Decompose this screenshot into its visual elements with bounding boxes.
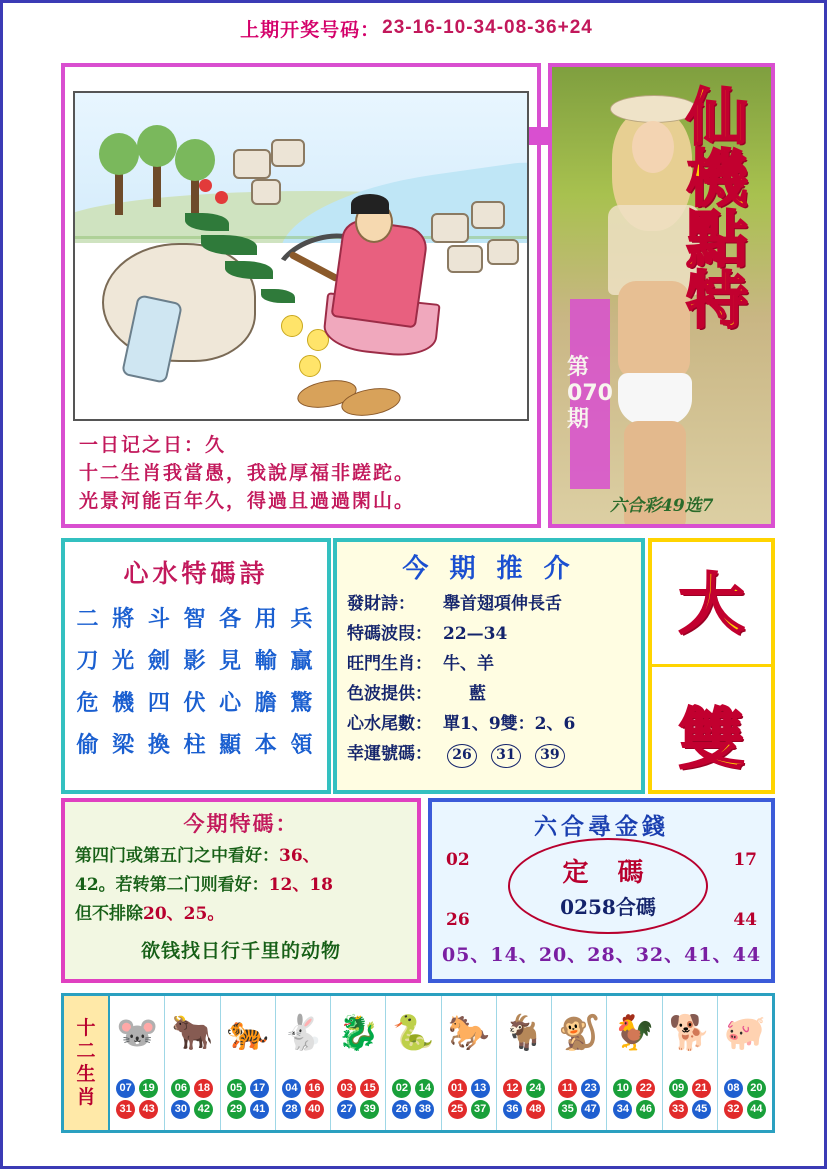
zodiac-number-row bbox=[171, 1079, 213, 1098]
illustration-panel bbox=[61, 63, 541, 528]
fruit-icon bbox=[299, 355, 321, 377]
special-code-line bbox=[65, 900, 417, 929]
lucky-number-row bbox=[337, 739, 641, 769]
brand-panel bbox=[548, 63, 775, 528]
zodiac-number-group bbox=[663, 1070, 717, 1130]
tree-icon bbox=[153, 155, 161, 207]
zodiac-number-ball: 26 bbox=[392, 1100, 411, 1119]
zodiac-number-ball: 02 bbox=[392, 1079, 411, 1098]
zodiac-number-ball: 06 bbox=[171, 1079, 190, 1098]
zodiac-number-ball: 32 bbox=[724, 1100, 743, 1119]
zodiac-number-ball: 15 bbox=[360, 1079, 379, 1098]
zodiac-number-ball: 07 bbox=[116, 1079, 135, 1098]
zodiac-cell bbox=[221, 996, 276, 1130]
special-line3-text: 但不排除 bbox=[75, 904, 143, 924]
zodiac-animal-icon: 🐉 bbox=[336, 1014, 380, 1052]
zodiac-number-group bbox=[110, 1070, 164, 1130]
special-line1-text: 第四门或第五门之中看好： bbox=[75, 846, 279, 866]
special-line1-nums: 36、 bbox=[279, 846, 320, 866]
zodiac-label-char: 肖 bbox=[76, 1086, 96, 1108]
zodiac-number-ball: 38 bbox=[415, 1100, 434, 1119]
special-line2-nums: 12、18 bbox=[268, 875, 333, 895]
brand-title-char: 仙 bbox=[685, 81, 748, 154]
big-word-bottom: 雙 bbox=[678, 699, 745, 778]
zodiac-animal-icon: 🐖 bbox=[723, 1014, 767, 1052]
row-key: 色波提供： bbox=[347, 684, 432, 704]
zodiac-number-ball: 33 bbox=[669, 1100, 688, 1119]
zodiac-number-ball: 40 bbox=[305, 1100, 324, 1119]
brand-footer-label: 六合彩49选7 bbox=[610, 496, 714, 516]
money-corner-bottom-right: 44 bbox=[733, 910, 757, 930]
lucky-number: 31 bbox=[491, 744, 521, 768]
zodiac-number-ball: 44 bbox=[747, 1100, 766, 1119]
zodiac-number-group bbox=[442, 1070, 496, 1130]
row-value: 舉首翅項伸長舌 bbox=[443, 594, 562, 614]
zodiac-number-ball: 12 bbox=[503, 1079, 522, 1098]
zodiac-number-row bbox=[724, 1100, 766, 1119]
special-code-line bbox=[65, 842, 417, 871]
row-value: 藍 bbox=[469, 684, 486, 704]
fruit-icon bbox=[281, 315, 303, 337]
zodiac-number-row bbox=[613, 1079, 655, 1098]
recommendation-row bbox=[337, 679, 641, 709]
zodiac-number-ball: 36 bbox=[503, 1100, 522, 1119]
zodiac-number-ball: 08 bbox=[724, 1079, 743, 1098]
special-line3-nums: 20、25。 bbox=[143, 904, 225, 924]
zodiac-number-group bbox=[221, 1070, 275, 1130]
zodiac-label-char: 二 bbox=[76, 1040, 96, 1062]
heart-poem-line: 危 機 四 伏 心 膽 驚 bbox=[76, 690, 316, 716]
zodiac-number-row bbox=[116, 1100, 158, 1119]
money-bottom-numbers: 05、14、20、28、32、41、44 bbox=[441, 944, 762, 966]
zodiac-number-ball: 42 bbox=[194, 1100, 213, 1119]
brand-title bbox=[671, 81, 763, 489]
special-code-title: 今期特碼： bbox=[183, 811, 299, 836]
money-panel bbox=[428, 798, 775, 983]
zodiac-number-ball: 21 bbox=[692, 1079, 711, 1098]
heart-poem-line: 偷 梁 換 柱 顯 本 領 bbox=[76, 732, 316, 758]
zodiac-number-ball: 47 bbox=[581, 1100, 600, 1119]
zodiac-cell bbox=[663, 996, 718, 1130]
zodiac-number-row bbox=[116, 1079, 158, 1098]
zodiac-number-row bbox=[171, 1100, 213, 1119]
zodiac-number-ball: 27 bbox=[337, 1100, 356, 1119]
special-code-panel bbox=[61, 798, 421, 983]
zodiac-number-ball: 25 bbox=[448, 1100, 467, 1119]
zodiac-number-row bbox=[448, 1100, 490, 1119]
row-value: 單1、9雙：2、6 bbox=[443, 714, 576, 734]
money-ellipse-title: 定 碼 bbox=[562, 858, 654, 888]
zodiac-animal-icon: 🐍 bbox=[392, 1014, 435, 1052]
zodiac-number-ball: 03 bbox=[337, 1079, 356, 1098]
zodiac-number-row bbox=[448, 1079, 490, 1098]
recommendation-title: 今 期 推 介 bbox=[402, 554, 576, 584]
zodiac-animal-icon: 🐓 bbox=[613, 1014, 656, 1052]
stone-icon bbox=[487, 239, 519, 265]
big-word-top: 大 bbox=[678, 565, 745, 644]
row-key: 發財詩： bbox=[347, 594, 415, 614]
zodiac-number-group bbox=[276, 1070, 330, 1130]
zodiac-number-ball: 16 bbox=[305, 1079, 324, 1098]
stone-icon bbox=[271, 139, 305, 167]
zodiac-cell bbox=[497, 996, 552, 1130]
zodiac-label bbox=[64, 996, 110, 1130]
big-word-divider bbox=[652, 664, 771, 667]
zodiac-number-row bbox=[227, 1079, 269, 1098]
zodiac-number-ball: 41 bbox=[250, 1100, 269, 1119]
zodiac-number-row bbox=[724, 1079, 766, 1098]
illustration-poem bbox=[73, 427, 529, 523]
zodiac-number-row bbox=[392, 1100, 434, 1119]
heart-poem-title: 心水特碼詩 bbox=[123, 559, 269, 588]
zodiac-cell bbox=[607, 996, 662, 1130]
model-face bbox=[632, 121, 674, 173]
zodiac-animal-icon: 🐭 bbox=[115, 1014, 159, 1052]
poem-line: 十二生肖我當愚，我說厚福非蹉跎。 bbox=[79, 462, 416, 484]
issue-number: 第070期 bbox=[567, 355, 613, 432]
zodiac-number-ball: 19 bbox=[139, 1079, 158, 1098]
zodiac-number-ball: 11 bbox=[558, 1079, 577, 1098]
row-key: 心水尾數： bbox=[347, 714, 432, 734]
money-title: 六合尋金錢 bbox=[534, 813, 669, 840]
recommendation-row bbox=[337, 589, 641, 619]
row-key: 特碼波叚： bbox=[347, 624, 432, 644]
tree-icon bbox=[115, 163, 123, 215]
header-draw-numbers bbox=[3, 11, 827, 45]
zodiac-number-ball: 30 bbox=[171, 1100, 190, 1119]
big-word-panel bbox=[648, 538, 775, 794]
heart-poem-line: 刀 光 劍 影 見 輸 贏 bbox=[76, 648, 316, 674]
zodiac-number-ball: 18 bbox=[194, 1079, 213, 1098]
zodiac-number-ball: 05 bbox=[227, 1079, 246, 1098]
zodiac-number-ball: 22 bbox=[636, 1079, 655, 1098]
zodiac-number-ball: 29 bbox=[227, 1100, 246, 1119]
illustration-image bbox=[73, 91, 529, 421]
zodiac-number-ball: 20 bbox=[747, 1079, 766, 1098]
zodiac-number-ball: 01 bbox=[448, 1079, 467, 1098]
brand-title-char: 特 bbox=[685, 263, 748, 337]
brand-title-char: 點 bbox=[685, 202, 748, 276]
zodiac-number-ball: 46 bbox=[636, 1100, 655, 1119]
lucky-numbers bbox=[443, 739, 569, 769]
zodiac-number-ball: 10 bbox=[613, 1079, 632, 1098]
zodiac-number-ball: 35 bbox=[558, 1100, 577, 1119]
header-numbers: 23-16-10-34-08-36+24 bbox=[382, 17, 593, 38]
berry-icon bbox=[215, 191, 228, 204]
zodiac-cell bbox=[165, 996, 220, 1130]
zodiac-number-ball: 48 bbox=[526, 1100, 545, 1119]
zodiac-number-group bbox=[165, 1070, 219, 1130]
zodiac-animal-icon: 🐐 bbox=[502, 1014, 546, 1052]
zodiac-number-ball: 13 bbox=[471, 1079, 490, 1098]
zodiac-number-row bbox=[337, 1079, 379, 1098]
zodiac-number-ball: 28 bbox=[282, 1100, 301, 1119]
money-ellipse bbox=[508, 838, 708, 934]
zodiac-cell bbox=[331, 996, 386, 1130]
money-corner-top-left: 02 bbox=[446, 850, 470, 870]
lucky-number: 26 bbox=[447, 744, 477, 768]
zodiac-number-ball: 39 bbox=[360, 1100, 379, 1119]
zodiac-animal-icon: 🐂 bbox=[171, 1014, 214, 1052]
money-corner-top-right: 17 bbox=[733, 850, 757, 870]
zodiac-number-group bbox=[607, 1070, 661, 1130]
special-line2-text: 42。若转第二门则看好： bbox=[75, 875, 269, 895]
row-value: 22—34 bbox=[443, 624, 508, 644]
zodiac-number-row bbox=[613, 1100, 655, 1119]
special-code-line bbox=[65, 871, 417, 900]
zodiac-number-group bbox=[331, 1070, 385, 1130]
zodiac-number-row bbox=[558, 1100, 600, 1119]
heart-poem-panel bbox=[61, 538, 331, 794]
poem-line: 光景河能百年久，得過且過過閑山。 bbox=[79, 490, 416, 512]
zodiac-animal-icon: 🐇 bbox=[281, 1014, 325, 1052]
zodiac-number-row bbox=[227, 1100, 269, 1119]
zodiac-cell bbox=[110, 996, 165, 1130]
zodiac-number-row bbox=[392, 1079, 434, 1098]
zodiac-number-row bbox=[558, 1079, 600, 1098]
zodiac-number-ball: 14 bbox=[415, 1079, 434, 1098]
zodiac-number-group bbox=[552, 1070, 606, 1130]
zodiac-number-row bbox=[282, 1100, 324, 1119]
zodiac-number-group bbox=[718, 1070, 772, 1130]
issue-band bbox=[567, 299, 613, 489]
zodiac-animal-icon: 🐒 bbox=[557, 1014, 601, 1052]
poem-line: 一日记之日：久 bbox=[79, 434, 227, 456]
zodiac-cells bbox=[110, 996, 772, 1130]
zodiac-number-row bbox=[669, 1100, 711, 1119]
zodiac-number-ball: 24 bbox=[526, 1079, 545, 1098]
stone-icon bbox=[233, 149, 271, 179]
row-key: 旺門生肖： bbox=[347, 654, 432, 674]
zodiac-animal-icon: 🐎 bbox=[447, 1014, 490, 1052]
zodiac-number-ball: 04 bbox=[282, 1079, 301, 1098]
header-label: 上期开奖号码： bbox=[240, 19, 381, 41]
zodiac-number-row bbox=[503, 1100, 545, 1119]
stone-icon bbox=[251, 179, 281, 205]
zodiac-cell bbox=[276, 996, 331, 1130]
zodiac-number-ball: 09 bbox=[669, 1079, 688, 1098]
stone-icon bbox=[447, 245, 483, 273]
zodiac-number-row bbox=[337, 1100, 379, 1119]
stone-icon bbox=[431, 213, 469, 243]
special-tagline: 欲钱找日行千里的动物 bbox=[140, 940, 341, 962]
zodiac-number-ball: 23 bbox=[581, 1079, 600, 1098]
zodiac-label-char: 生 bbox=[76, 1063, 96, 1085]
zodiac-cell bbox=[442, 996, 497, 1130]
recommendation-panel bbox=[333, 538, 645, 794]
zodiac-label-char: 十 bbox=[76, 1017, 96, 1039]
zodiac-cell bbox=[718, 996, 772, 1130]
recommendation-row bbox=[337, 649, 641, 679]
zodiac-number-row bbox=[669, 1079, 711, 1098]
zodiac-number-row bbox=[503, 1079, 545, 1098]
zodiac-cell bbox=[386, 996, 441, 1130]
zodiac-strip bbox=[61, 993, 775, 1133]
zodiac-number-ball: 43 bbox=[139, 1100, 158, 1119]
zodiac-number-ball: 34 bbox=[613, 1100, 632, 1119]
zodiac-number-ball: 45 bbox=[692, 1100, 711, 1119]
zodiac-number-ball: 31 bbox=[116, 1100, 135, 1119]
heart-poem-line: 二 將 斗 智 各 用 兵 bbox=[76, 606, 316, 632]
recommendation-row bbox=[337, 619, 641, 649]
zodiac-cell bbox=[552, 996, 607, 1130]
berry-icon bbox=[199, 179, 212, 192]
zodiac-animal-icon: 🐅 bbox=[226, 1014, 269, 1052]
zodiac-number-row bbox=[282, 1079, 324, 1098]
recommendation-row bbox=[337, 709, 641, 739]
zodiac-number-group bbox=[386, 1070, 440, 1130]
row-value: 牛、羊 bbox=[443, 654, 494, 674]
lucky-number: 39 bbox=[535, 744, 565, 768]
money-corner-bottom-left: 26 bbox=[446, 910, 470, 930]
money-ellipse-code: 0258合碼 bbox=[560, 895, 656, 919]
brand-title-char: 機 bbox=[685, 141, 748, 215]
zodiac-animal-icon: 🐕 bbox=[668, 1014, 711, 1052]
zodiac-number-group bbox=[497, 1070, 551, 1130]
stone-icon bbox=[471, 201, 505, 229]
zodiac-number-ball: 17 bbox=[250, 1079, 269, 1098]
zodiac-number-ball: 37 bbox=[471, 1100, 490, 1119]
lucky-label: 幸運號碼： bbox=[347, 744, 432, 764]
person-hair bbox=[351, 194, 389, 214]
